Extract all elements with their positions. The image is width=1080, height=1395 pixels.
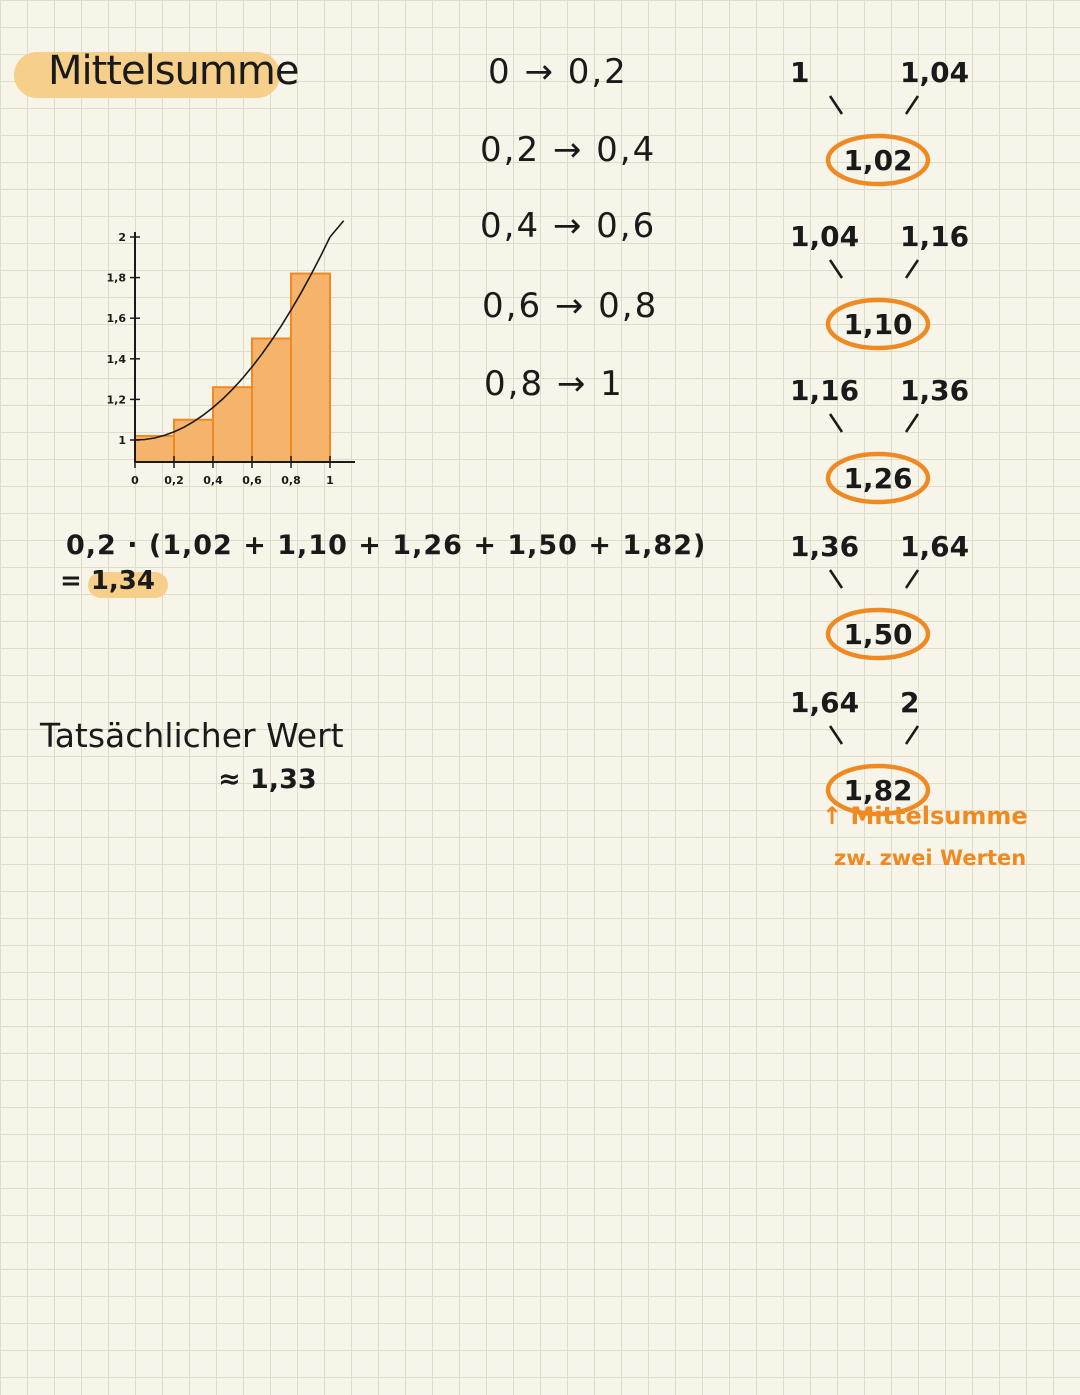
tree-group-2 bbox=[790, 220, 969, 348]
tree-mid-value-5: 1,82 bbox=[843, 774, 913, 807]
y-tick-label-2: 1,2 bbox=[106, 393, 126, 407]
true-value-label: Tatsächlicher Wert bbox=[40, 716, 344, 755]
x-tick-label-1: 0 bbox=[131, 474, 139, 487]
tree-group-1 bbox=[790, 56, 969, 184]
tree-group-3 bbox=[790, 374, 969, 502]
y-tick-label-1: 1 bbox=[118, 434, 126, 447]
tree-right-value-5: 2 bbox=[900, 686, 920, 719]
page-title: Mittelsumme bbox=[48, 48, 299, 94]
tree-mid-value-2: 1,10 bbox=[843, 308, 913, 341]
tree-left-branch-5 bbox=[830, 726, 842, 744]
tree-group-4 bbox=[790, 530, 969, 658]
tree-mid-value-4: 1,50 bbox=[843, 618, 913, 651]
tree-right-branch-5 bbox=[906, 726, 918, 744]
tree-left-value-4: 1,36 bbox=[790, 530, 860, 563]
y-tick-label-3: 1,4 bbox=[106, 352, 126, 366]
tree-left-branch-4 bbox=[830, 570, 842, 588]
x-tick-label-5: 0,8 bbox=[281, 474, 301, 487]
chart-bar-4 bbox=[252, 339, 291, 463]
midpoint-tree bbox=[760, 40, 1060, 840]
true-value: ≈ 1,33 bbox=[218, 764, 317, 795]
tree-left-value-3: 1,16 bbox=[790, 374, 860, 407]
tree-right-value-1: 1,04 bbox=[900, 56, 970, 89]
x-tick-label-4: 0,6 bbox=[242, 474, 262, 487]
tree-mid-value-1: 1,02 bbox=[843, 144, 913, 177]
tree-left-value-5: 1,64 bbox=[790, 686, 860, 719]
interval-5: 0,8 → 1 bbox=[484, 364, 624, 404]
sum-result: = 1,34 bbox=[60, 566, 155, 596]
tree-left-branch-1 bbox=[830, 96, 842, 114]
sum-formula: 0,2 · (1,02 + 1,10 + 1,26 + 1,50 + 1,82) bbox=[66, 530, 707, 561]
tree-left-branch-3 bbox=[830, 414, 842, 432]
tree-group-5 bbox=[790, 686, 928, 814]
y-tick-label-6: 2 bbox=[118, 231, 126, 244]
tree-right-branch-2 bbox=[906, 260, 918, 278]
tree-mid-value-3: 1,26 bbox=[843, 462, 913, 495]
tree-left-value-1: 1 bbox=[790, 56, 810, 89]
y-tick-label-5: 1,8 bbox=[106, 271, 126, 285]
tree-right-branch-1 bbox=[906, 96, 918, 114]
tree-left-value-2: 1,04 bbox=[790, 220, 860, 253]
chart-bar-2 bbox=[174, 420, 213, 462]
tree-right-branch-4 bbox=[906, 570, 918, 588]
note-between-values: zw. zwei Werten bbox=[834, 846, 1027, 870]
curve-extension bbox=[330, 221, 344, 237]
riemann-sum-chart bbox=[90, 220, 370, 500]
interval-1: 0 → 0,2 bbox=[488, 52, 628, 92]
interval-2: 0,2 → 0,4 bbox=[480, 130, 657, 170]
tree-left-branch-2 bbox=[830, 260, 842, 278]
tree-right-value-4: 1,64 bbox=[900, 530, 970, 563]
chart-bar-5 bbox=[291, 274, 330, 462]
x-tick-label-2: 0,2 bbox=[164, 474, 184, 487]
interval-4: 0,6 → 0,8 bbox=[482, 286, 659, 326]
x-tick-label-6: 1 bbox=[326, 474, 334, 487]
x-tick-label-3: 0,4 bbox=[203, 474, 223, 487]
tree-right-value-2: 1,16 bbox=[900, 220, 970, 253]
chart-bars bbox=[135, 274, 330, 462]
interval-3: 0,4 → 0,6 bbox=[480, 206, 657, 246]
note-midpoint: ↑ Mittelsumme bbox=[822, 802, 1028, 830]
y-tick-label-4: 1,6 bbox=[106, 312, 126, 326]
tree-right-branch-3 bbox=[906, 414, 918, 432]
tree-right-value-3: 1,36 bbox=[900, 374, 970, 407]
chart-bar-3 bbox=[213, 387, 252, 462]
